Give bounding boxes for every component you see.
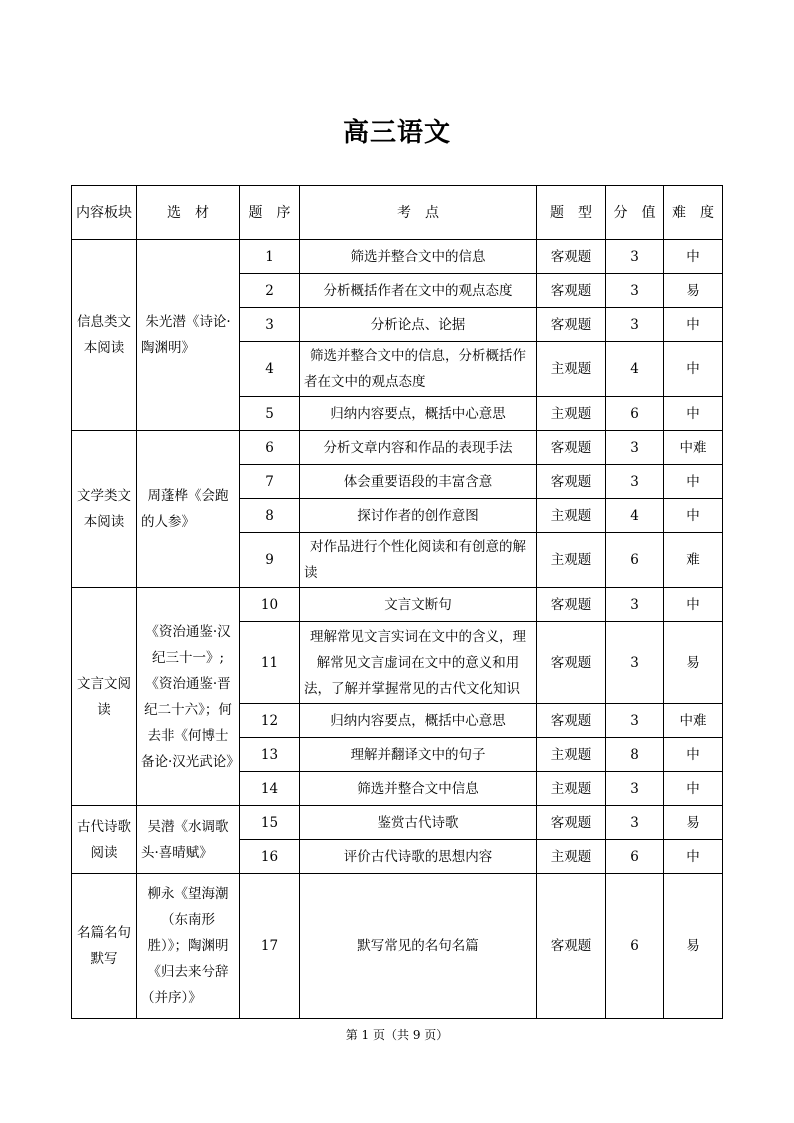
- header-point: 考 点: [300, 186, 537, 240]
- question-score: 3: [606, 465, 664, 499]
- header-block: 内容板块: [72, 186, 137, 240]
- question-type: 主观题: [537, 533, 606, 588]
- question-point: 分析概括作者在文中的观点态度: [300, 274, 537, 308]
- question-difficulty: 难: [664, 533, 723, 588]
- question-number: 10: [240, 588, 300, 622]
- question-difficulty: 中: [664, 465, 723, 499]
- page-footer: 第 1 页（共 9 页）: [345, 1028, 449, 1042]
- table-row: [72, 588, 723, 622]
- question-point: 分析文章内容和作品的表现手法: [300, 431, 537, 465]
- question-difficulty: 易: [664, 874, 723, 1019]
- question-point: 归纳内容要点，概括中心意思: [300, 704, 537, 738]
- question-score: 3: [606, 274, 664, 308]
- question-difficulty: 中: [664, 738, 723, 772]
- question-type: 主观题: [537, 738, 606, 772]
- question-score: 6: [606, 840, 664, 874]
- question-score: 6: [606, 533, 664, 588]
- question-number: 8: [240, 499, 300, 533]
- question-type: 客观题: [537, 704, 606, 738]
- question-difficulty: 易: [664, 806, 723, 840]
- question-point: 鉴赏古代诗歌: [300, 806, 537, 840]
- section-material: 朱光潜《诗论·陶渊明》: [137, 240, 240, 431]
- question-difficulty: 中: [664, 499, 723, 533]
- question-number: 14: [240, 772, 300, 806]
- question-number: 7: [240, 465, 300, 499]
- question-score: 3: [606, 772, 664, 806]
- question-point: 理解常见文言实词在文中的含义，理解常见文言虚词在文中的意义和用法，了解并掌握常见的古代文化知识: [300, 622, 537, 704]
- question-score: 3: [606, 588, 664, 622]
- section-material: 周蓬桦《会跑的人参》: [137, 431, 240, 588]
- question-score: 3: [606, 240, 664, 274]
- question-type: 客观题: [537, 274, 606, 308]
- section-material: 吴潜《水调歌头·喜晴赋》: [137, 806, 240, 874]
- question-point: 理解并翻译文中的句子: [300, 738, 537, 772]
- section-block: 古代诗歌阅读: [72, 806, 137, 874]
- table-row: [72, 874, 723, 1019]
- question-score: 4: [606, 342, 664, 397]
- question-difficulty: 中: [664, 772, 723, 806]
- question-type: 客观题: [537, 465, 606, 499]
- question-type: 客观题: [537, 588, 606, 622]
- question-difficulty: 易: [664, 622, 723, 704]
- section-material: 《资治通鉴·汉纪三十一》;《资治通鉴·晋纪二十六》；何去非《何博士备论·汉光武论》: [137, 588, 240, 806]
- question-type: 主观题: [537, 342, 606, 397]
- question-point: 筛选并整合文中信息: [300, 772, 537, 806]
- question-number: 5: [240, 397, 300, 431]
- question-point: 筛选并整合文中的信息，分析概括作者在文中的观点态度: [300, 342, 537, 397]
- header-number: 题 序: [240, 186, 300, 240]
- question-type: 主观题: [537, 840, 606, 874]
- question-difficulty: 中: [664, 342, 723, 397]
- question-point: 归纳内容要点，概括中心意思: [300, 397, 537, 431]
- question-difficulty: 中: [664, 308, 723, 342]
- question-number: 15: [240, 806, 300, 840]
- question-difficulty: 中: [664, 588, 723, 622]
- header-type: 题 型: [537, 186, 606, 240]
- question-difficulty: 中难: [664, 431, 723, 465]
- table-row: [72, 431, 723, 465]
- question-number: 3: [240, 308, 300, 342]
- question-score: 3: [606, 806, 664, 840]
- question-difficulty: 中: [664, 397, 723, 431]
- question-score: 3: [606, 308, 664, 342]
- section-block: 信息类文本阅读: [72, 240, 137, 431]
- question-number: 1: [240, 240, 300, 274]
- header-score: 分 值: [606, 186, 664, 240]
- question-number: 4: [240, 342, 300, 397]
- question-type: 客观题: [537, 622, 606, 704]
- table-row: [72, 240, 723, 274]
- section-block: 文学类文本阅读: [72, 431, 137, 588]
- question-type: 客观题: [537, 240, 606, 274]
- question-score: 8: [606, 738, 664, 772]
- question-type: 客观题: [537, 874, 606, 1019]
- question-number: 17: [240, 874, 300, 1019]
- question-type: 客观题: [537, 308, 606, 342]
- question-score: 4: [606, 499, 664, 533]
- question-point: 默写常见的名句名篇: [300, 874, 537, 1019]
- question-number: 2: [240, 274, 300, 308]
- question-difficulty: 中难: [664, 704, 723, 738]
- question-score: 3: [606, 704, 664, 738]
- question-type: 客观题: [537, 806, 606, 840]
- question-point: 体会重要语段的丰富含意: [300, 465, 537, 499]
- question-type: 客观题: [537, 431, 606, 465]
- question-point: 对作品进行个性化阅读和有创意的解读: [300, 533, 537, 588]
- question-score: 6: [606, 397, 664, 431]
- header-material: 选 材: [137, 186, 240, 240]
- question-number: 13: [240, 738, 300, 772]
- section-block: 文言文阅读: [72, 588, 137, 806]
- question-number: 16: [240, 840, 300, 874]
- question-score: 6: [606, 874, 664, 1019]
- question-type: 主观题: [537, 772, 606, 806]
- table-header-row: [72, 186, 723, 240]
- question-number: 11: [240, 622, 300, 704]
- question-point: 探讨作者的创作意图: [300, 499, 537, 533]
- section-material: 柳永《望海潮（东南形胜）》；陶渊明《归去来兮辞（并序）》: [137, 874, 240, 1019]
- question-point: 筛选并整合文中的信息: [300, 240, 537, 274]
- header-difficulty: 难 度: [664, 186, 723, 240]
- question-number: 6: [240, 431, 300, 465]
- question-point: 评价古代诗歌的思想内容: [300, 840, 537, 874]
- page-title: 高三语文: [342, 118, 451, 148]
- question-number: 9: [240, 533, 300, 588]
- table-row: [72, 806, 723, 840]
- question-number: 12: [240, 704, 300, 738]
- question-difficulty: 易: [664, 274, 723, 308]
- question-difficulty: 中: [664, 840, 723, 874]
- question-type: 主观题: [537, 397, 606, 431]
- section-block: 名篇名句默写: [72, 874, 137, 1019]
- question-point: 文言文断句: [300, 588, 537, 622]
- question-difficulty: 中: [664, 240, 723, 274]
- question-score: 3: [606, 431, 664, 465]
- question-point: 分析论点、论据: [300, 308, 537, 342]
- question-type: 主观题: [537, 499, 606, 533]
- exam-spec-table: [71, 185, 723, 1019]
- question-score: 3: [606, 622, 664, 704]
